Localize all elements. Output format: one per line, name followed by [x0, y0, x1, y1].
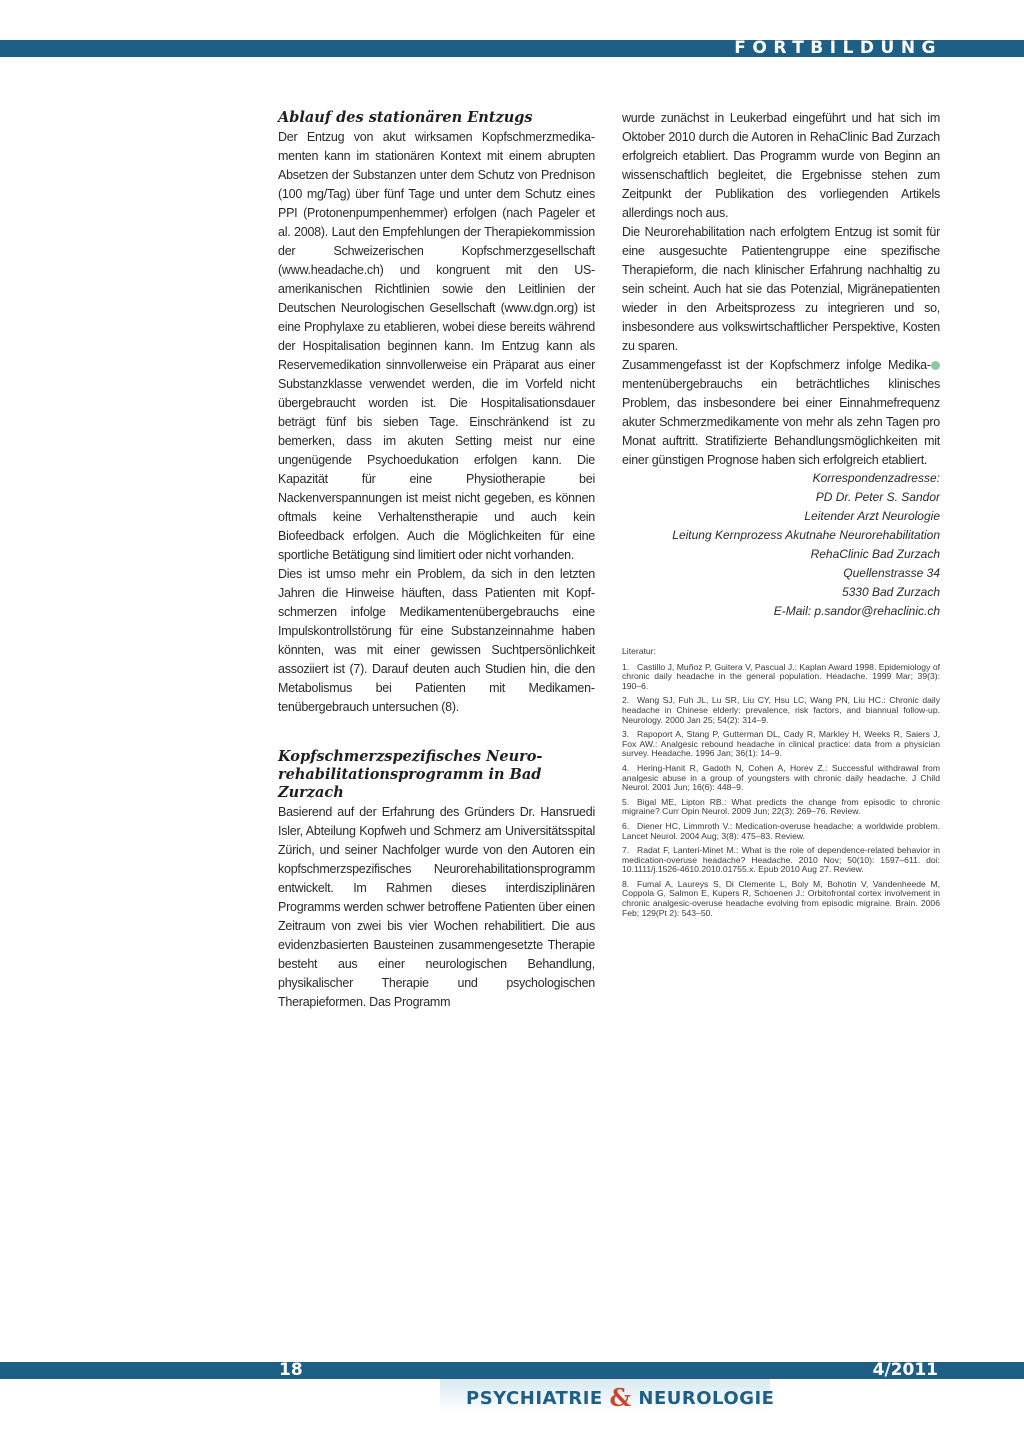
reference-number: 3.: [622, 729, 630, 740]
reference-number: 2.: [622, 695, 630, 706]
left-column: [278, 109, 595, 1012]
section-heading-entzug: Ablauf des stationären Entzugs: [278, 109, 533, 126]
reference-text: Rapoport A, Stang P, Gutterman DL, Cady R, Markley H, Weeks R, Saiers J, Fox AW.: Analgesic rebound headache in clinical practice: data from a physician survey. Headache. 1996 Jan; 36(1): 14–9.: [622, 729, 940, 759]
issue-number: 4/2011: [872, 1360, 938, 1380]
address-line: PD Dr. Peter S. Sandor: [815, 490, 940, 504]
reference-number: 1.: [622, 661, 630, 672]
reference-item: [622, 730, 940, 759]
heading-line: rehabilitationsprogramm in Bad Zurzach: [278, 766, 542, 801]
section-title: FORTBILDUNG: [734, 38, 942, 58]
address-line: Quellenstrasse 34: [843, 566, 940, 580]
header-bar: [0, 40, 1024, 57]
reference-text: Bigal ME, Lipton RB.: What predicts the change from episodic to chronic migraine? Curr Opin Neurol. 2009 Jun; 22(3): 269–76. Review.: [622, 796, 940, 817]
right-column: [622, 109, 940, 923]
address-line: RehaClinic Bad Zurzach: [810, 547, 940, 561]
heading-line: Kopfschmerzspezifisches Neuro-: [278, 748, 543, 765]
paragraph: [622, 356, 940, 470]
reference-item: [622, 764, 940, 793]
reference-item: [622, 696, 940, 725]
paragraph: Die Neurorehabilitation nach erfolgtem Entzug ist somit für eine ausgesuchte Patientengruppe eine spezifische Therapieform, die nach klinischer Erfahrung nachhaltig zu sein scheint. Auch hat sie das Potenzial, Migränepatienten wieder in den Arbeitsprozess zu integrieren und so, insbesondere aus volkswirtschaftlicher Perspektive, Kosten zu sparen.: [622, 225, 940, 353]
references-title: Literatur:: [622, 646, 656, 656]
section-heading-neurorehabilitation: [278, 748, 595, 802]
reference-text: Hering-Hanit R, Gadoth N, Cohen A, Horev Z.: Successful withdrawal from analgesic abuse in a group of youngsters with chronic daily headache. J Child Neurol. 2001 Jun; 16(6): 448–9.: [622, 762, 940, 793]
reference-text: Radat F, Lanteri-Minet M.: What is the role of dependence-related behavior in medication-overuse headache? Headache. 2010 Nov; 50(10): 1597–611. doi: 10.1111/j.1526-4610.2010.01755.x. Epub 2010 Aug 27. Review.: [622, 845, 940, 875]
reference-number: 4.: [622, 762, 630, 773]
reference-item: [622, 822, 940, 841]
ampersand-icon: &: [609, 1383, 632, 1412]
page-number: 18: [279, 1360, 303, 1380]
paragraph: Basierend auf der Erfahrung des Gründers Dr. Hansruedi Isler, Abteilung Kopfweh und Schmerz am Universitätsspital Zürich, und seiner Nachfolger wurde von den Autoren ein kopfschmerzspezifisches Neurorehabilitationsprogramm entwickelt. Im Rahmen dieses interdisziplinären Programms werden schwer betroffene Patienten über einen Zeitraum von zwei bis vier Wochen rehabilitiert. Die aus evidenzbasierten Bausteinen zusammengesetzte Therapie besteht aus einer neurologischen Behandlung, physikalischer Therapie und psychologischen Therapieformen. Das Programm: [278, 805, 595, 1009]
reference-item: [622, 880, 940, 918]
journal-logo-left: PSYCHIATRIE: [466, 1388, 603, 1409]
reference-number: 8.: [622, 878, 630, 889]
journal-logo: [466, 1381, 775, 1412]
reference-item: [622, 663, 940, 692]
journal-logo-right: NEUROLOGIE: [638, 1388, 775, 1409]
paragraph: Dies ist umso mehr ein Problem, da sich in den letzten Jahren die Hinweise häuften, dass Patienten mit Kopfschmerzen infolge Medikamentenübergebrauchs eine Impulskontrollstörung für eine Substanzeinnahme haben könnten, was mit einer gewissen Suchtpersönlichkeit assoziiert ist (7). Darauf deuten auch Studien hin, die den Metabolismus bei Patienten mit Medikamentenübergebrauch untersuchen (8).: [278, 567, 595, 714]
correspondence-address: [622, 469, 940, 621]
address-line: Leitung Kernprozess Akutnahe Neurorehabilitation: [672, 528, 940, 542]
paragraph: wurde zunächst in Leukerbad eingeführt und hat sich im Oktober 2010 durch die Autoren in RehaClinic Bad Zurzach erfolgreich etabliert. Das Programm wurde von Beginn an wissenschaftlich begleitet, die Ergebnisse stehen zum Zeitpunkt der Publikation des vorliegenden Artikels allerdings noch aus.: [622, 111, 940, 220]
end-of-article-dot-icon: [931, 361, 940, 370]
reference-text: Castillo J, Muñoz P, Guitera V, Pascual J.: Kaplan Award 1998. Epidemiology of chronic daily headache in the general population. Headache. 1999 Mar; 39(3): 190–6.: [622, 661, 940, 691]
reference-number: 7.: [622, 845, 630, 856]
footer-bar: [0, 1362, 1024, 1379]
address-line: Korrespondenzadresse:: [812, 471, 940, 485]
reference-text: Diener HC, Limmroth V.: Medication-overuse headache: a worldwide problem. Lancet Neurol. 2004 Aug; 3(8): 475–83. Review.: [622, 820, 940, 841]
reference-number: 6.: [622, 820, 630, 831]
email-link[interactable]: E-Mail: p.sandor@rehaclinic.ch: [773, 604, 940, 618]
reference-item: [622, 846, 940, 875]
paragraph: Der Entzug von akut wirksamen Kopfschmerzmedikamenten kann im stationären Kontext mit einem abrupten Absetzen der Substanzen unter dem Schutz von Prednison (100 mg/Tag) über fünf Tage und unter dem Schutz eines PPI (Protonenpumpenhemmer) erfolgen (nach Pageler et al. 2008). Laut den Empfehlungen der Therapiekommission der Schweizerischen Kopfschmerzgesellschaft (www.headache.ch) und kongruent mit den US-amerikanischen Richtlinien sowie den Leitlinien der Deutschen Neurologischen Gesellschaft (www.dgn.org) ist eine Prophylaxe zu etablieren, wobei diese bereits während der Hospitalisation beginnen kann. Im Entzug kann als Reservemedikation sinnvollerweise ein Präparat aus einer Substanzklasse verwendet werden, die im Vorfeld nicht übergebraucht worden ist. Die Hospitalisationsdauer beträgt fünf bis sieben Tage. Einschränkend ist zu bemerken, dass im akuten Setting meist nur eine ungenügende Psychoedukation erfolgen kann. Die Kapazität für eine Physiotherapie bei Nackenverspannungen ist meist nicht gegeben, es können oftmals keine Verhaltenstherapie und auch kein Biofeedback erfolgen. Auch die Möglichkeiten für eine sportliche Betätigung sind limitiert oder nicht vorhanden.: [278, 130, 595, 562]
reference-number: 5.: [622, 796, 630, 807]
reference-item: [622, 798, 940, 817]
address-line: Leitender Arzt Neurologie: [804, 509, 940, 523]
reference-text: Fumal A, Laureys S, Di Clemente L, Boly M, Bohotin V, Vandenheede M, Coppola G, Salmon E, Kupers R, Schoenen J.: Orbitofrontal cortex involvement in chronic analgesic-overuse headache evolving from episodic migraine. Brain. 2006 Feb; 129(Pt 2): 543–50.: [622, 878, 940, 918]
paragraph-text: Zusammengefasst ist der Kopfschmerz infolge Medikamentenübergebrauchs ein beträchtliches klinisches Problem, das insbesondere bei einer Einnahmefrequenz akuter Schmerzmedikamente von mehr als zehn Tagen pro Monat auftritt. Stratifizierte Behandlungsmöglichkeiten mit einer günstigen Prognose haben sich erfolgreich etabliert.: [622, 358, 940, 467]
references: [622, 647, 940, 918]
reference-text: Wang SJ, Fuh JL, Lu SR, Liu CY, Hsu LC, Wang PN, Liu HC.: Chronic daily headache in Chinese elderly: prevalence, risk factors, and biannual follow-up. Neurology. 2000 Jan 25; 54(2): 314–9.: [622, 695, 940, 725]
address-line: 5330 Bad Zurzach: [841, 585, 940, 599]
